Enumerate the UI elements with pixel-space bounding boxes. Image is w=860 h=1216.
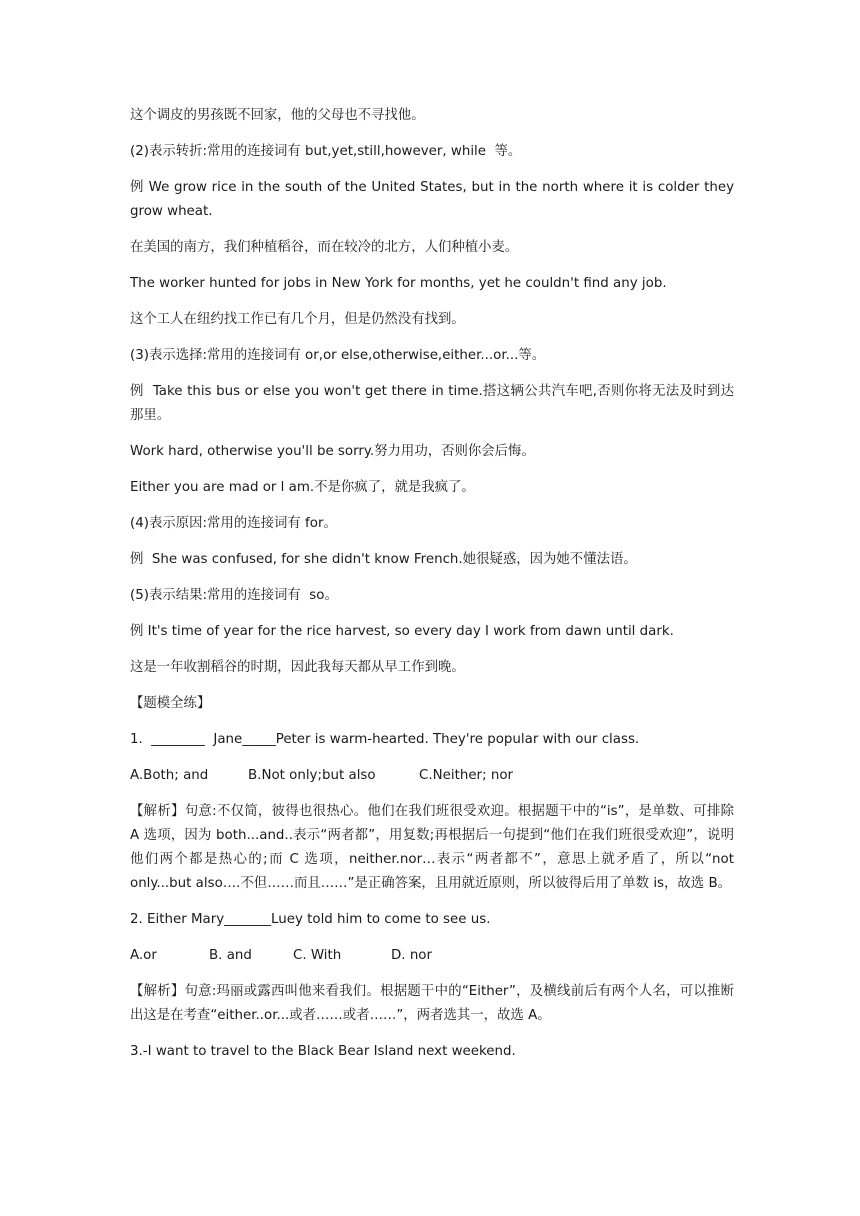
text-line: (5)表示结果:常用的连接词有 so。: [130, 588, 338, 603]
question-2-analysis: 【解析】句意:玛丽或露西叫他来看我们。根据题干中的“Either”，及横线前后有两个人名，可以推断出这是在考查“either..or...或者……或者……”，两者选其一，故选 A。: [130, 984, 734, 1023]
text-line: 在美国的南方，我们种植稻谷，而在较冷的北方，人们种植小麦。: [130, 240, 519, 255]
document-page: [130, 104, 739, 1064]
question-2-options: [130, 944, 734, 968]
text-line: 例 She was confused, for she didn't know French.她很疑惑，因为她不懂法语。: [130, 552, 637, 567]
section-heading: 【题模全练】: [130, 696, 211, 711]
question-2-stem: 2. Either Mary_______Luey told him to come to see us.: [130, 912, 491, 927]
text-line: 这个工人在纽约找工作已有几个月，但是仍然没有找到。: [130, 312, 465, 327]
question-1-stem: 1. ________ Jane_____Peter is warm-hearted. They're popular with our class.: [130, 732, 640, 747]
text-line: (3)表示选择:常用的连接词有 or,or else,otherwise,either...or...等。: [130, 348, 546, 363]
text-line: (4)表示原因:常用的连接词有 for。: [130, 516, 337, 531]
question-2-option-b: B. and: [209, 948, 252, 963]
text-line: The worker hunted for jobs in New York for months, yet he couldn't find any job.: [130, 276, 667, 291]
text-line: 这是一年收割稻谷的时期，因此我每天都从早工作到晚。: [130, 660, 465, 675]
text-line: Either you are mad or l am.不是你疯了，就是我疯了。: [130, 480, 475, 495]
question-1-option-b: B.Not only;but also: [248, 768, 376, 783]
text-line: 例 We grow rice in the south of the United States, but in the north where it is colder they grow wheat.: [130, 180, 739, 219]
question-2-option-a: A.or: [130, 948, 157, 963]
text-line: Work hard, otherwise you'll be sorry.努力用功，否则你会后悔。: [130, 444, 535, 459]
question-2-option-c: C. With: [293, 948, 342, 963]
text-line: 例 Take this bus or else you won't get there in time.搭这辆公共汽车吧,否则你将无法及时到达那里。: [130, 384, 734, 423]
text-line: 这个调皮的男孩既不回家，他的父母也不寻找他。: [130, 108, 425, 123]
text-line: 例 It's time of year for the rice harvest, so every day I work from dawn until dark.: [130, 624, 674, 639]
question-1-option-c: C.Neither; nor: [419, 768, 514, 783]
question-1-option-a: A.Both; and: [130, 768, 209, 783]
text-line: (2)表示转折:常用的连接词有 but,yet,still,however, while 等。: [130, 144, 522, 159]
question-3-stem: 3.-I want to travel to the Black Bear Island next weekend.: [130, 1044, 516, 1059]
question-1-options: [130, 764, 734, 788]
question-1-analysis: 【解析】句意:不仅简，彼得也很热心。他们在我们班很受欢迎。根据题干中的“is”，是单数、可排除 A 选项，因为 both...and..表示“两者都”，用复数;再根据后一句提到“他们在我们班很受欢迎”，说明他们两个都是热心的;而 C 选项，neither.nor…表示“两者都不”，意思上就矛盾了，所以“not only...but also….不但……而且……”是正确答案，且用就近原则，所以彼得后用了单数 is，故选 B。: [130, 804, 739, 891]
question-2-option-d: D. nor: [391, 948, 433, 963]
